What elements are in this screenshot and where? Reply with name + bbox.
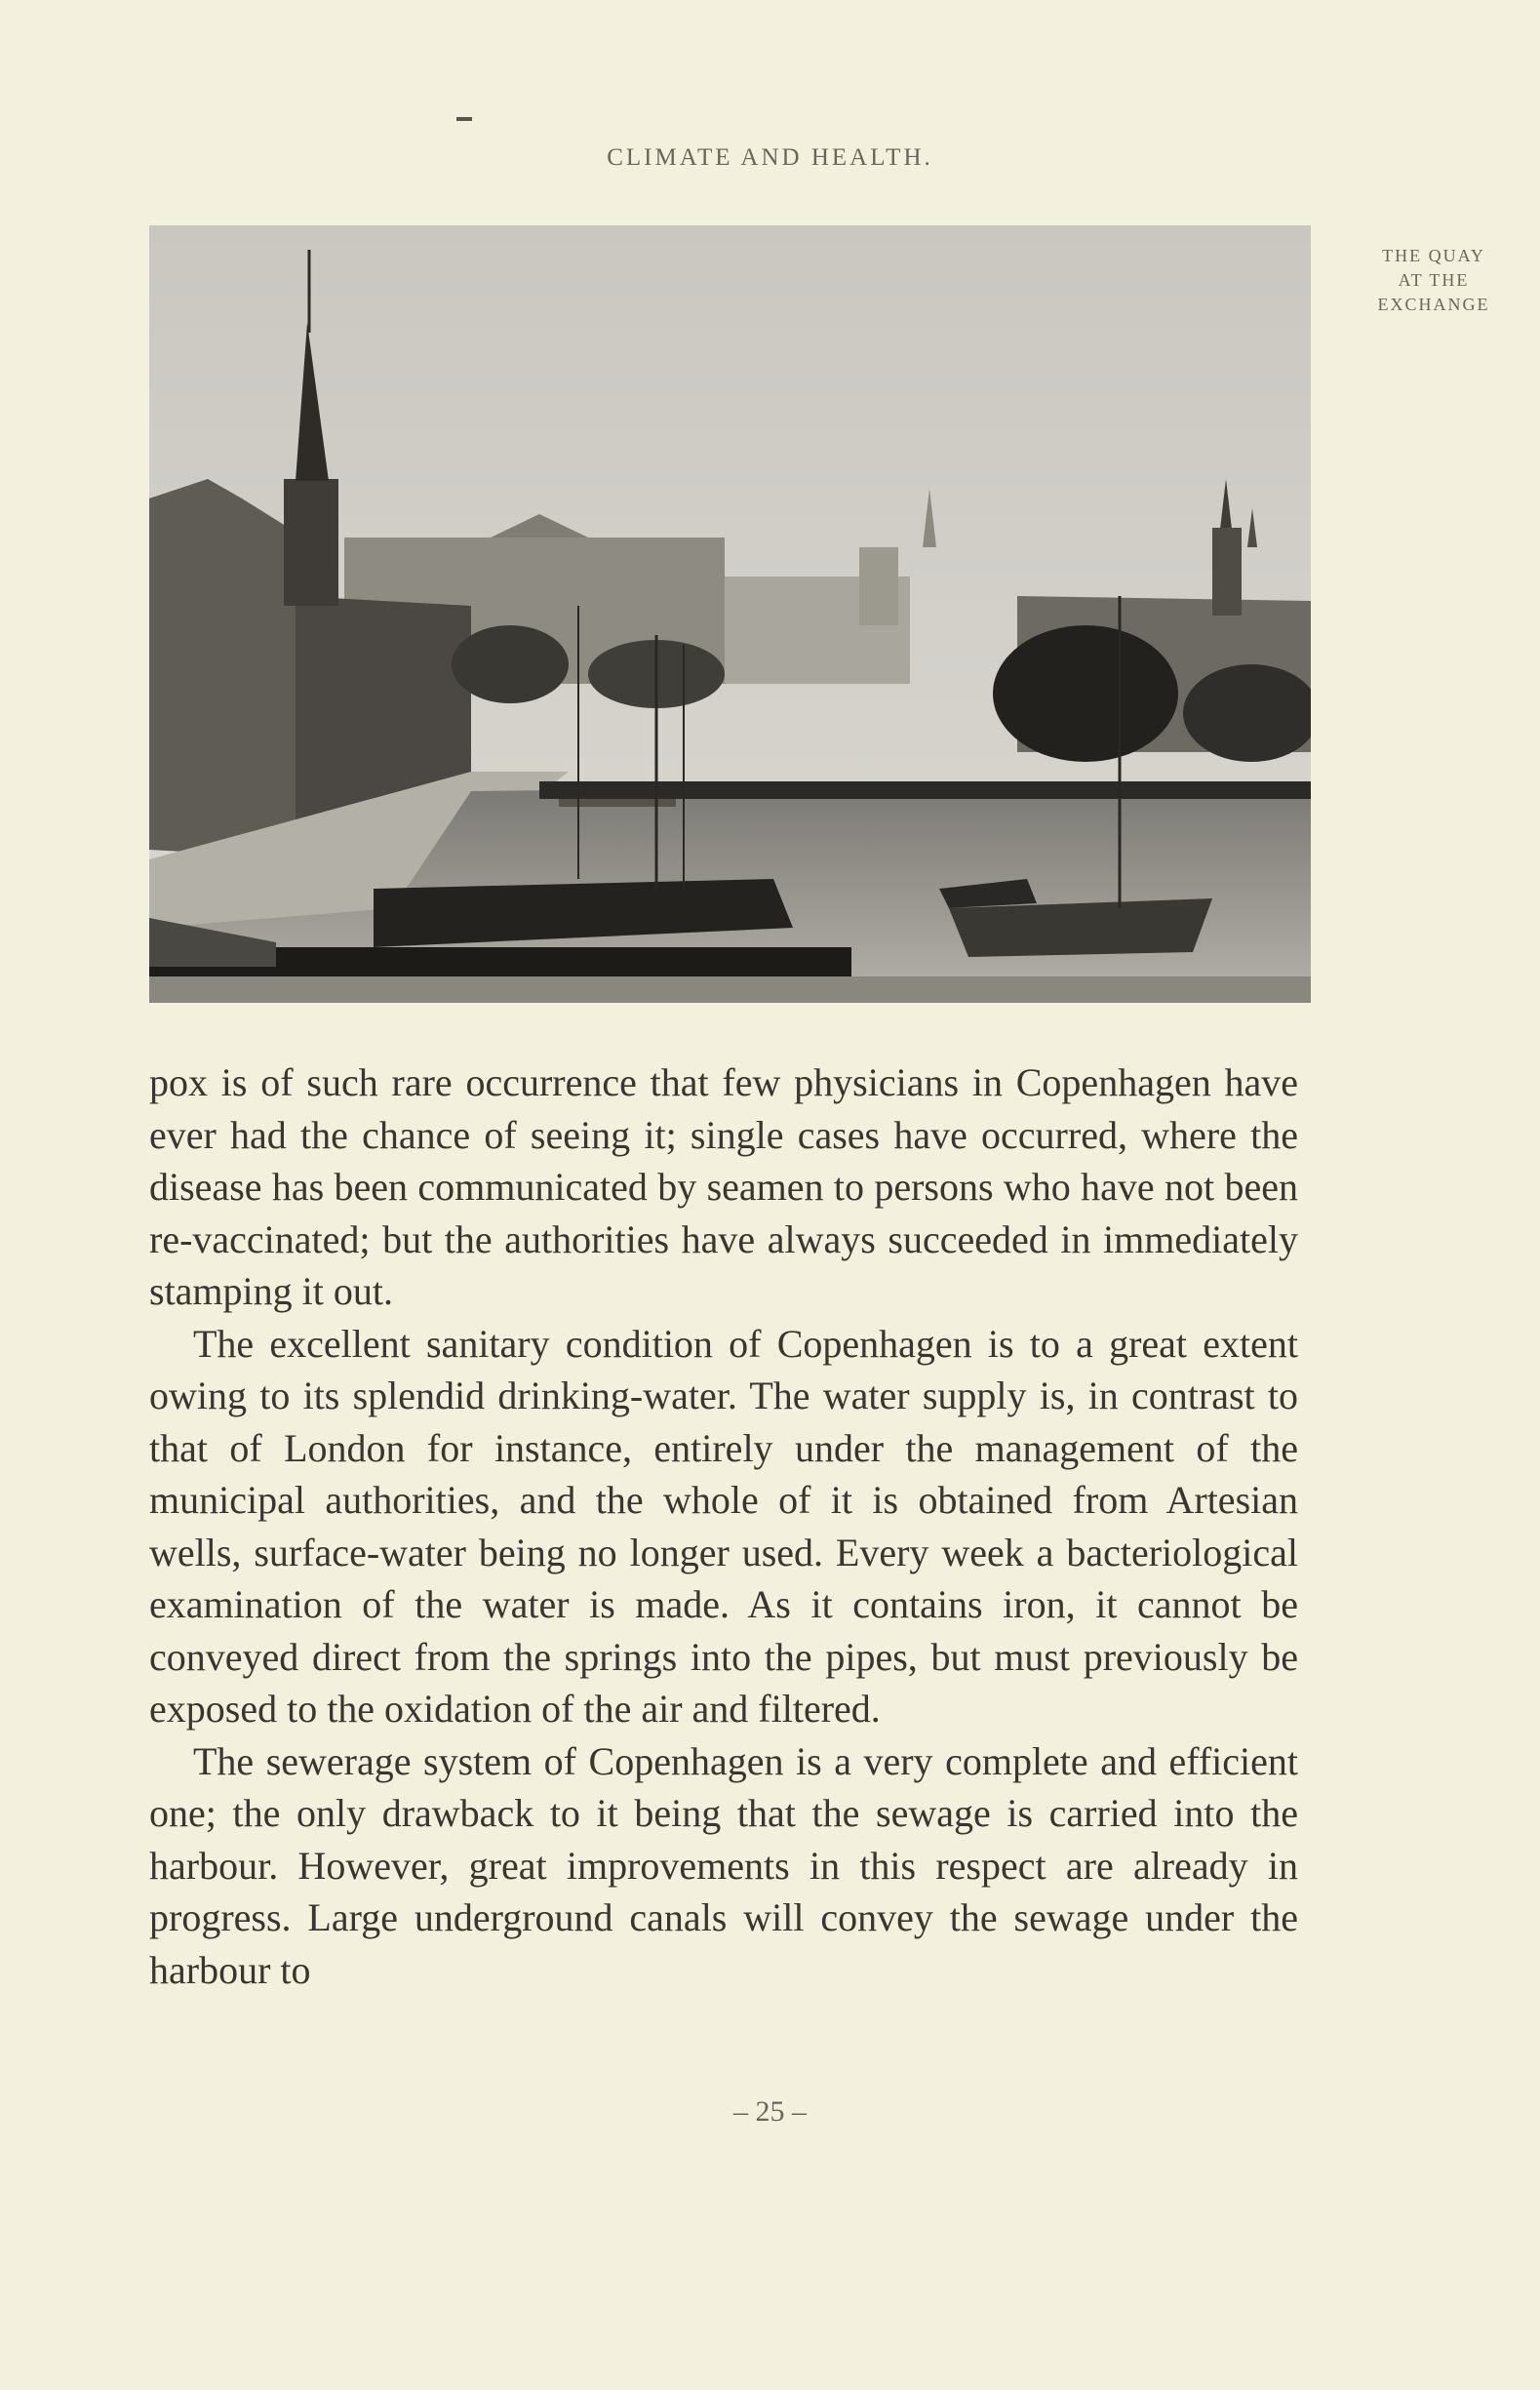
- running-head: CLIMATE AND HEALTH.: [607, 144, 933, 171]
- caption-line: AT THE: [1398, 270, 1470, 290]
- caption-line: THE QUAY: [1382, 246, 1485, 265]
- paragraph: pox is of such rare occurrence that few physicians in Copenhagen have ever had the chance of seeing it; single cases have occurred, where the disease has been communicated by seamen to persons who have not been re-vaccinated; but the authorities have always succeeded in immediately stamping it out.: [149, 1060, 1298, 1313]
- ornament-dash: [456, 117, 472, 121]
- paragraph: The excellent sanitary condition of Copenhagen is to a great extent owing to its splendid drinking-water. The water supply is, in contrast to that of London for instance, entirely under the management of the municipal authorities, and the whole of it is obtained from Artesian wells, surface-water being no longer used. Every week a bacteriological examination of the water is made. As it contains iron, it cannot be conveyed direct from the springs into the pipes, but must previously be exposed to the oxidation of the air and filtered.: [149, 1321, 1298, 1731]
- figure-caption: [1336, 244, 1531, 317]
- page-number: – 25 –: [733, 2095, 807, 2128]
- paragraph: The sewerage system of Copenhagen is a very complete and efficient one; the only drawback to it being that the sewage is carried into the harbour. However, great improvements in this respect are already in progress. Large underground canals will convey the sewage under the harbour to: [149, 1738, 1298, 1992]
- caption-line: EXCHANGE: [1377, 295, 1490, 314]
- body-text: [149, 1056, 1298, 1996]
- photograph-quay-at-exchange: [149, 225, 1311, 1003]
